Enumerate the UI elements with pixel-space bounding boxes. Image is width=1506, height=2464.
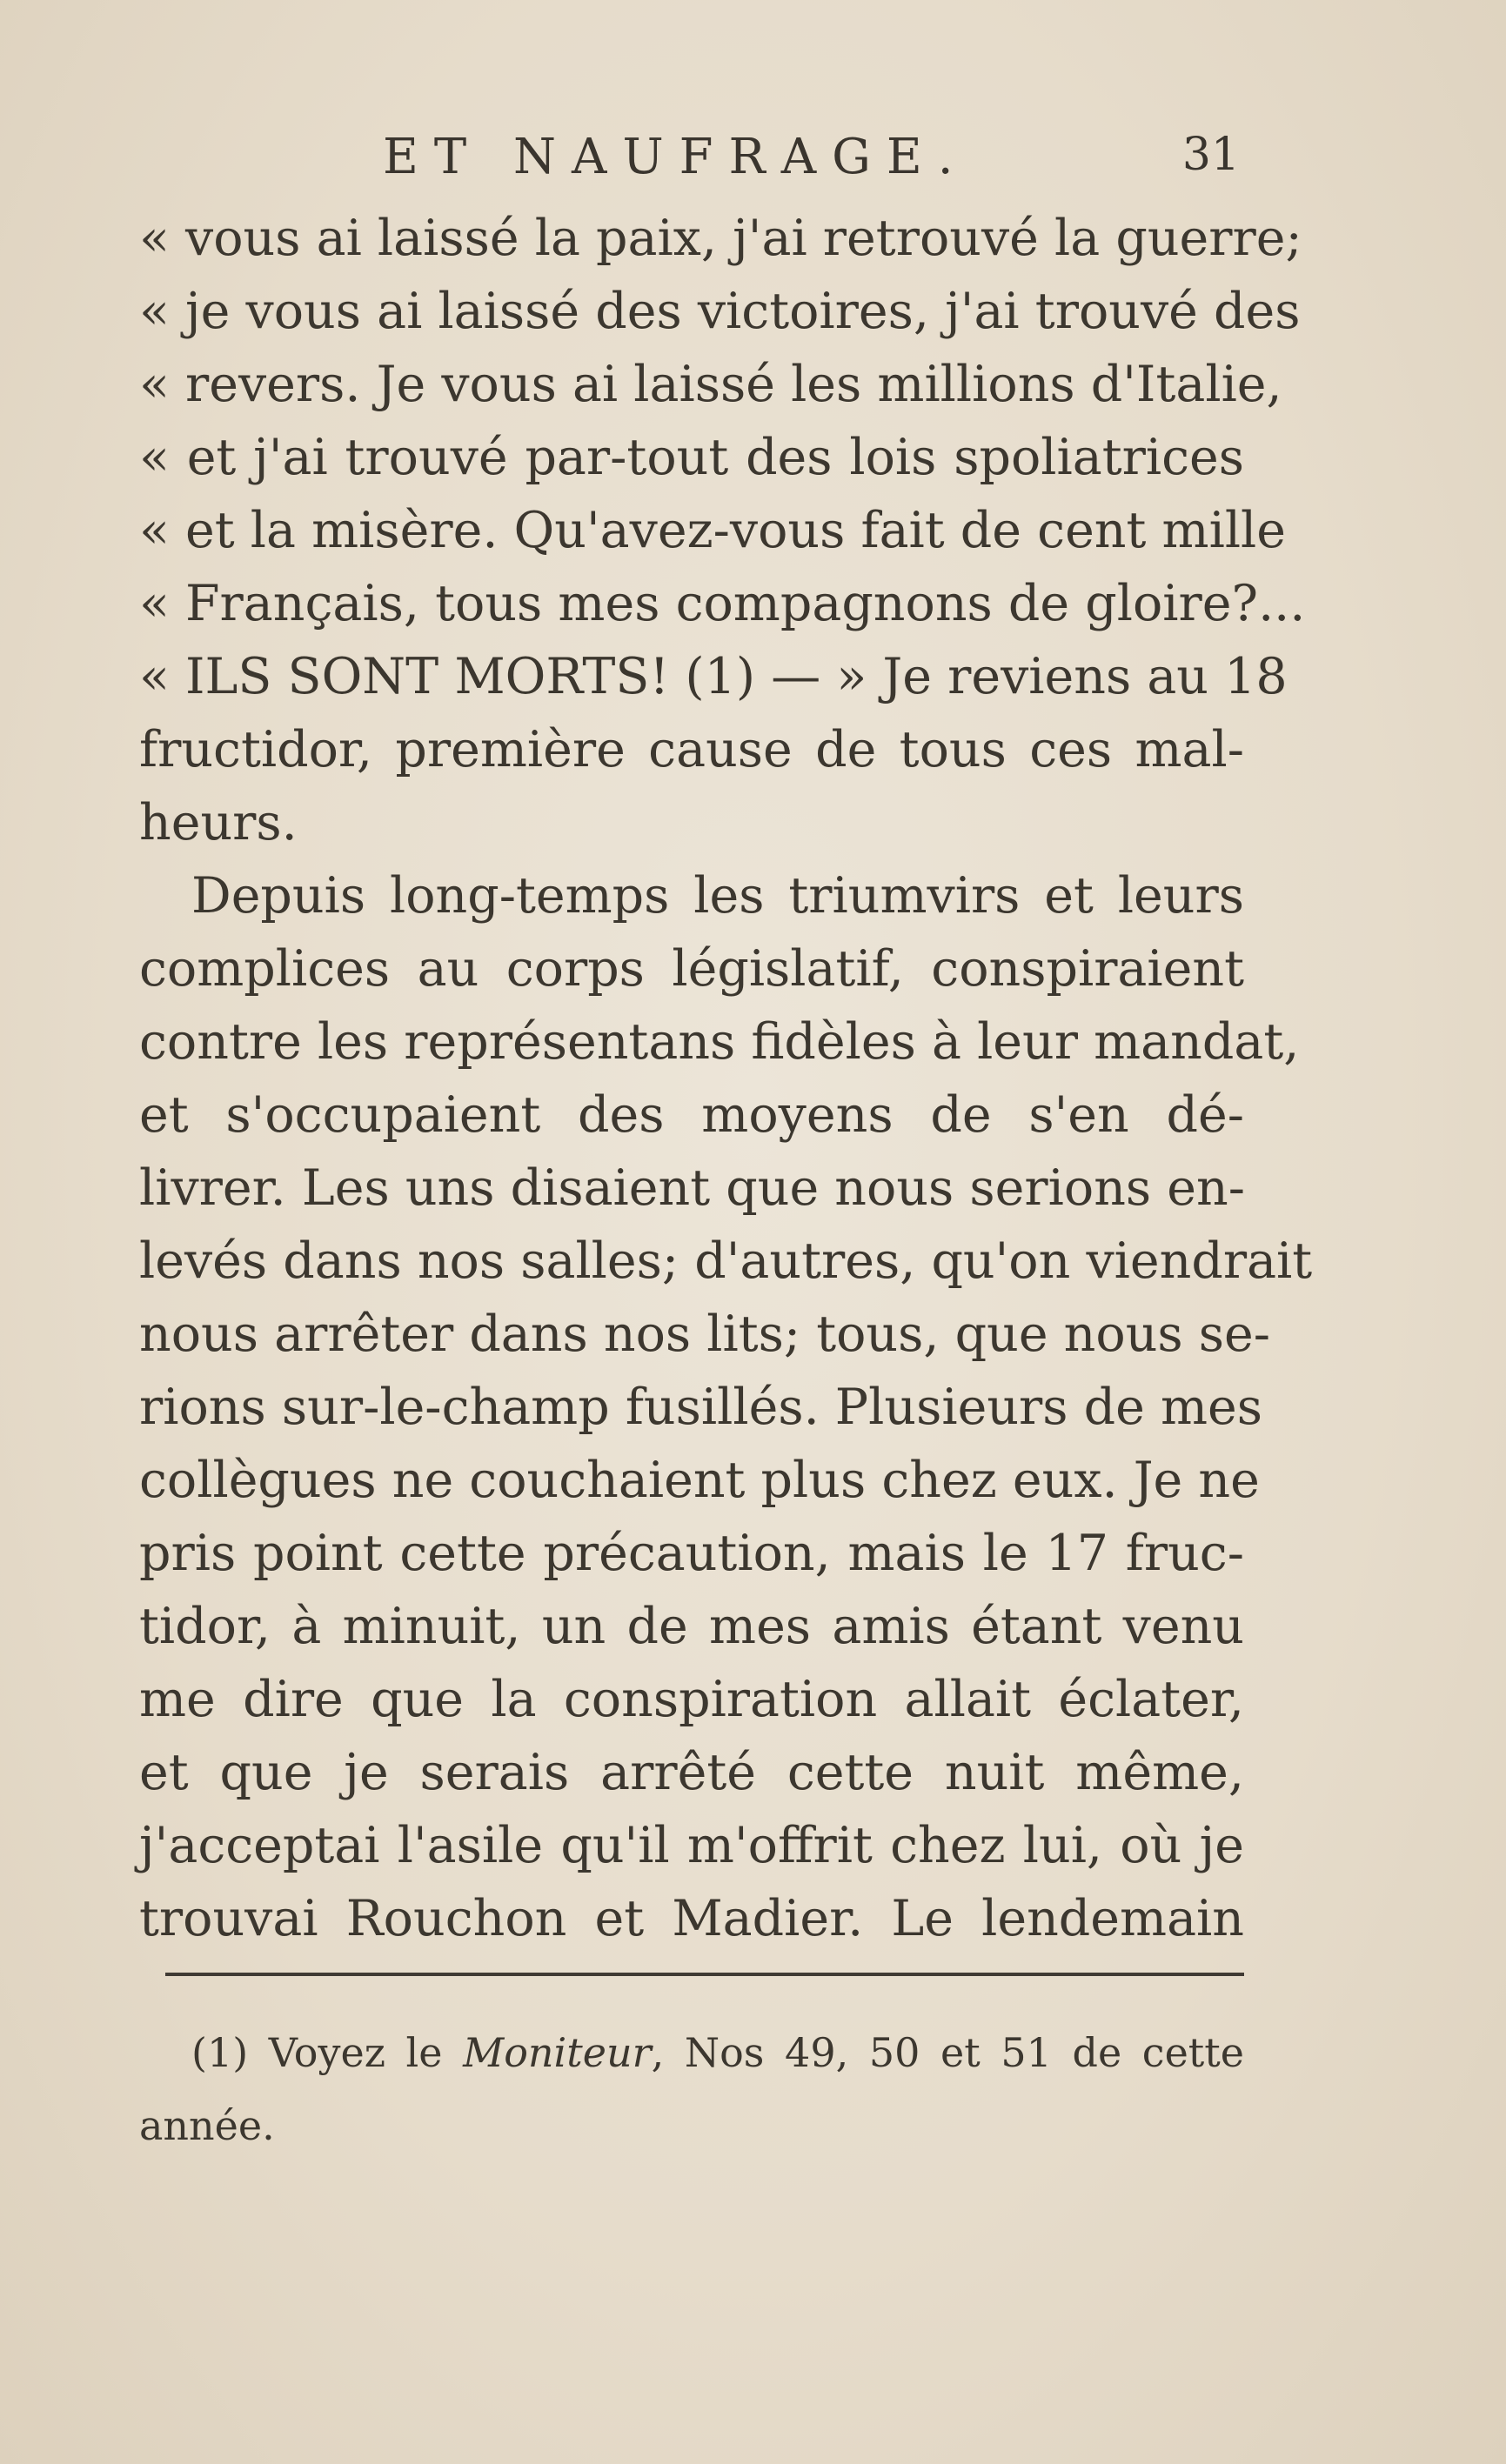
footnote — [139, 2016, 1244, 2162]
footnote-suffix: , Nos 49, 50 et 51 de cette — [651, 2029, 1244, 2076]
text-line: et que je serais arrêté cette nuit même, — [139, 1744, 1244, 1801]
running-title: ET NAUFRAGE. — [383, 129, 969, 185]
text-line: nous arrêter dans nos lits; tous, que nous se- — [139, 1305, 1271, 1363]
text-line: complices au corps législatif, conspiraient — [139, 940, 1244, 998]
text-line: me dire que la conspiration allait éclater, — [139, 1671, 1244, 1728]
text-line: collègues ne couchaient plus chez eux. Je ne — [139, 1452, 1260, 1509]
text-line: levés dans nos salles; d'autres, qu'on viendrait — [139, 1232, 1313, 1290]
text-line: j'acceptai l'asile qu'il m'offrit chez lui, où je — [139, 1817, 1244, 1874]
page-header — [144, 129, 1240, 198]
footnote-line — [139, 2016, 1244, 2089]
text-line: fructidor, première cause de tous ces mal- — [139, 721, 1244, 778]
text-line: « Français, tous mes compagnons de gloire?... — [139, 575, 1306, 632]
text-line: contre les représentans fidèles à leur mandat, — [139, 1013, 1300, 1071]
text-line: « ILS SONT MORTS! (1) — » Je reviens au 18 — [139, 648, 1288, 705]
text-line: pris point cette précaution, mais le 17 fruc- — [139, 1525, 1244, 1582]
footnote-separator — [165, 1973, 1244, 1976]
text-line: « je vous ai laissé des victoires, j'ai trouvé des — [139, 283, 1301, 340]
text-line: et s'occupaient des moyens de s'en dé- — [139, 1086, 1244, 1144]
footnote-italic-title: Moniteur — [463, 2029, 652, 2076]
body-text — [139, 202, 1313, 1955]
footnote-line: année. — [139, 2102, 275, 2149]
paragraph-start-line: Depuis long-temps les triumvirs et leurs — [191, 867, 1244, 925]
text-line: rions sur-le-champ fusillés. Plusieurs de mes — [139, 1379, 1263, 1436]
text-line: « et la misère. Qu'avez-vous fait de cent mille — [139, 502, 1287, 559]
footnote-prefix: (1) Voyez le — [191, 2029, 464, 2076]
text-line: « et j'ai trouvé par-tout des lois spoliatrices — [139, 429, 1244, 486]
text-line: trouvai Rouchon et Madier. Le lendemain — [139, 1890, 1244, 1947]
text-line: livrer. Les uns disaient que nous serions en- — [139, 1159, 1245, 1217]
page-number: 31 — [1181, 129, 1240, 181]
text-line: tidor, à minuit, un de mes amis étant venu — [139, 1598, 1244, 1655]
text-line: heurs. — [139, 794, 298, 851]
text-line: « vous ai laissé la paix, j'ai retrouvé la guerre; — [139, 210, 1302, 267]
text-line: « revers. Je vous ai laissé les millions d'Italie, — [139, 356, 1282, 413]
